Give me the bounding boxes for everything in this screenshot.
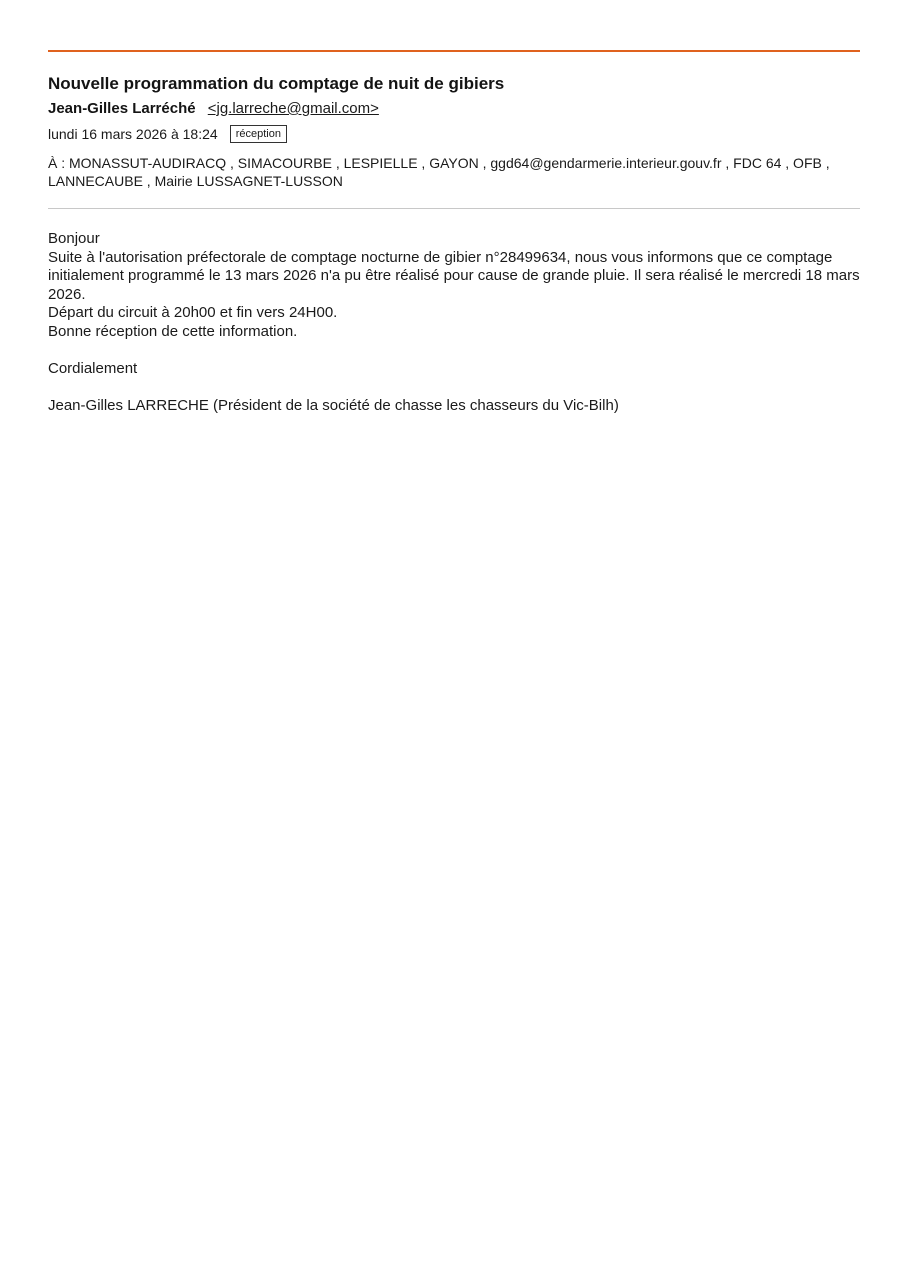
sign-off: Cordialement	[48, 359, 138, 377]
header-accent-rule	[48, 50, 860, 52]
spacer	[48, 378, 860, 397]
closing-line: Bonne réception de cette information.	[48, 322, 298, 340]
main-paragraph: Suite à l'autorisation préfectorale de comptage nocturne de gibier n°28499634, nous vous informons que ce comptage initialement programmé le 13 mars 2026 n'a pu être réalisé pour cause de grande pluie. Il sera réalisé le mercredi 18 mars 2026.	[48, 248, 860, 303]
signature: Jean-Gilles LARRECHE (Président de la société de chasse les chasseurs du Vic-Bilh)	[48, 396, 619, 414]
sender-email-link[interactable]: <jg.larreche@gmail.com>	[207, 100, 379, 117]
recipients-list: À : MONASSUT-AUDIRACQ , SIMACOURBE , LESPIELLE , GAYON , ggd64@gendarmerie.interieur.gouv.fr , FDC 64 , OFB , LANNECAUBE , Mairie LUSSAGNET-LUSSON	[48, 155, 830, 189]
email-subject: Nouvelle programmation du comptage de nuit de gibiers	[48, 74, 505, 93]
greeting: Bonjour	[48, 230, 100, 247]
sender-name: Jean-Gilles Larréché	[48, 100, 196, 117]
email-date: lundi 16 mars 2026 à 18:24	[48, 126, 218, 142]
email-body	[48, 230, 860, 415]
header-divider	[48, 208, 860, 209]
date-line	[48, 125, 287, 143]
sender-line	[48, 100, 379, 117]
spacer	[48, 341, 860, 360]
departure-info: Départ du circuit à 20h00 et fin vers 24H00.	[48, 304, 338, 321]
folder-tag: réception	[230, 125, 287, 143]
